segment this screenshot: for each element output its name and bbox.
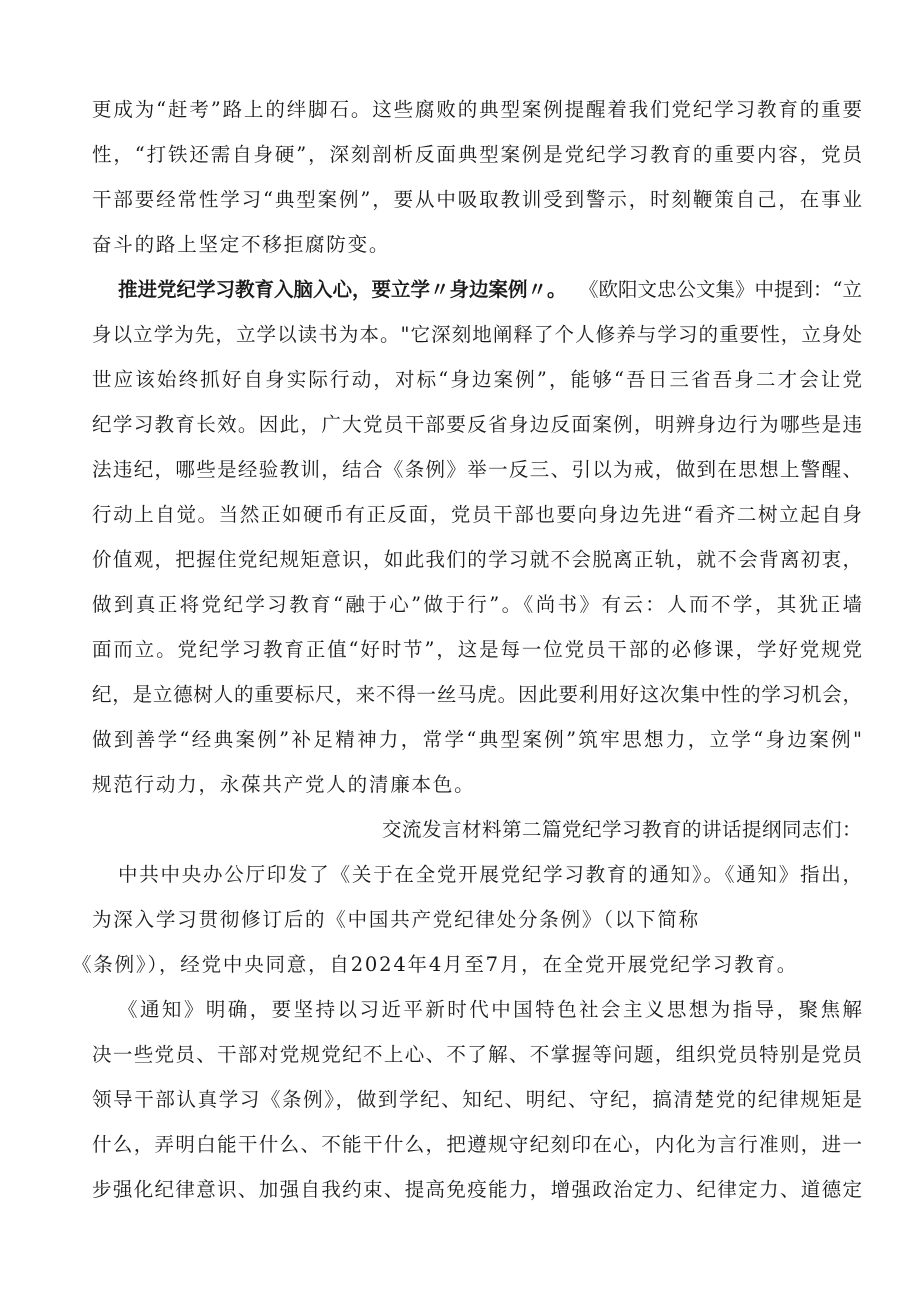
paragraph-line: 世应该始终抓好自身实际行动，对标“身边案例”，能够“吾日三省吾身二才会让党 — [92, 368, 862, 391]
section-title: 党纪学习教育的讲话提纲 — [561, 818, 782, 841]
paragraph-line: 为深入学习贯彻修订后的《中国共产党纪律处分条例》（以下简称 — [92, 908, 700, 931]
paragraph-line: 《条例》），经党中央同意，自2024年4月至7月，在全党开展党纪学习教育。 — [72, 953, 799, 976]
paragraph-line: 做到真正将党纪学习教育“融于心”做于行”。《尚书》有云：人而不学，其犹正墙 — [92, 593, 862, 616]
section-title-prefix: 交流发言材料第二篇 — [381, 818, 562, 841]
paragraph-line: 做到善学“经典案例”补足精神力，常学“典型案例”筑牢思想力，立学“身边案例" — [92, 728, 862, 751]
paragraph-line: 纪，是立德树人的重要标尺，来不得一丝马虎。因此要利用好这次集中性的学习机会， — [92, 683, 862, 706]
paragraph-line-rest: 《欧阳文忠公文集》中提到：“立 — [579, 278, 862, 301]
paragraph-line: 纪学习教育长效。因此，广大党员干部要反省身边反面案例，明辨身边行为哪些是违 — [92, 413, 862, 436]
paragraph-line: 面而立。党纪学习教育正值“好时节”，这是每一位党员干部的必修课，学好党规党 — [92, 638, 862, 661]
paragraph-first-line — [118, 268, 862, 312]
paragraph-line: 什么，弄明白能干什么、不能干什么，把遵规守纪刻印在心，内化为言行准则，进一 — [92, 1133, 862, 1156]
paragraph-heading: 推进党纪学习教育入脑入心，要立学〃身边案例〃。 — [118, 278, 567, 301]
paragraph-line: 身以立学为先，立学以读书为本。"它深刻地阐释了个人修养与学习的重要性，立身处 — [92, 323, 862, 346]
paragraph-line: 法违纪，哪些是经验教训，结合《条例》举一反三、引以为戒，做到在思想上警醒、 — [92, 458, 862, 481]
section-title-line — [92, 808, 862, 852]
paragraph-line: 规范行动力，永葆共产党人的清廉本色。 — [92, 773, 476, 796]
paragraph-line: 价值观，把握住党纪规矩意识，如此我们的学习就不会脱离正轨，就不会背离初衷， — [92, 548, 862, 571]
paragraph-line: 领导干部认真学习《条例》，做到学纪、知纪、明纪、守纪，搞清楚党的纪律规矩是 — [92, 1088, 862, 1111]
paragraph-line: 决一些党员、干部对党规党纪不上心、不了解、不掌握等问题，组织党员特别是党员 — [92, 1043, 862, 1066]
paragraph-line: 《通知》明确，要坚持以习近平新时代中国特色社会主义思想为指导，聚焦解 — [118, 998, 862, 1021]
paragraph-line: 性，“打铁还需自身硬”，深刻剖析反面典型案例是党纪学习教育的重要内容，党员 — [92, 143, 862, 166]
section-title-suffix: 同志们： — [781, 818, 862, 841]
paragraph-line: 行动上自觉。当然正如硬币有正反面，党员干部也要向身边先进“看齐二树立起自身 — [92, 503, 862, 526]
paragraph-line: 干部要经常性学习“典型案例”，要从中吸取教训受到警示，时刻鞭策自己，在事业 — [92, 188, 862, 211]
paragraph-line: 步强化纪律意识、加强自我约束、提高免疫能力，增强政治定力、纪律定力、道德定 — [92, 1178, 862, 1201]
paragraph-line: 更成为“赶考”路上的绊脚石。这些腐败的典型案例提醒着我们党纪学习教育的重要 — [92, 98, 862, 121]
paragraph-line: 奋斗的路上坚定不移拒腐防变。 — [92, 233, 391, 256]
paragraph-line: 中共中央办公厅印发了《关于在全党开展党纪学习教育的通知》。《通知》指出， — [118, 863, 862, 886]
